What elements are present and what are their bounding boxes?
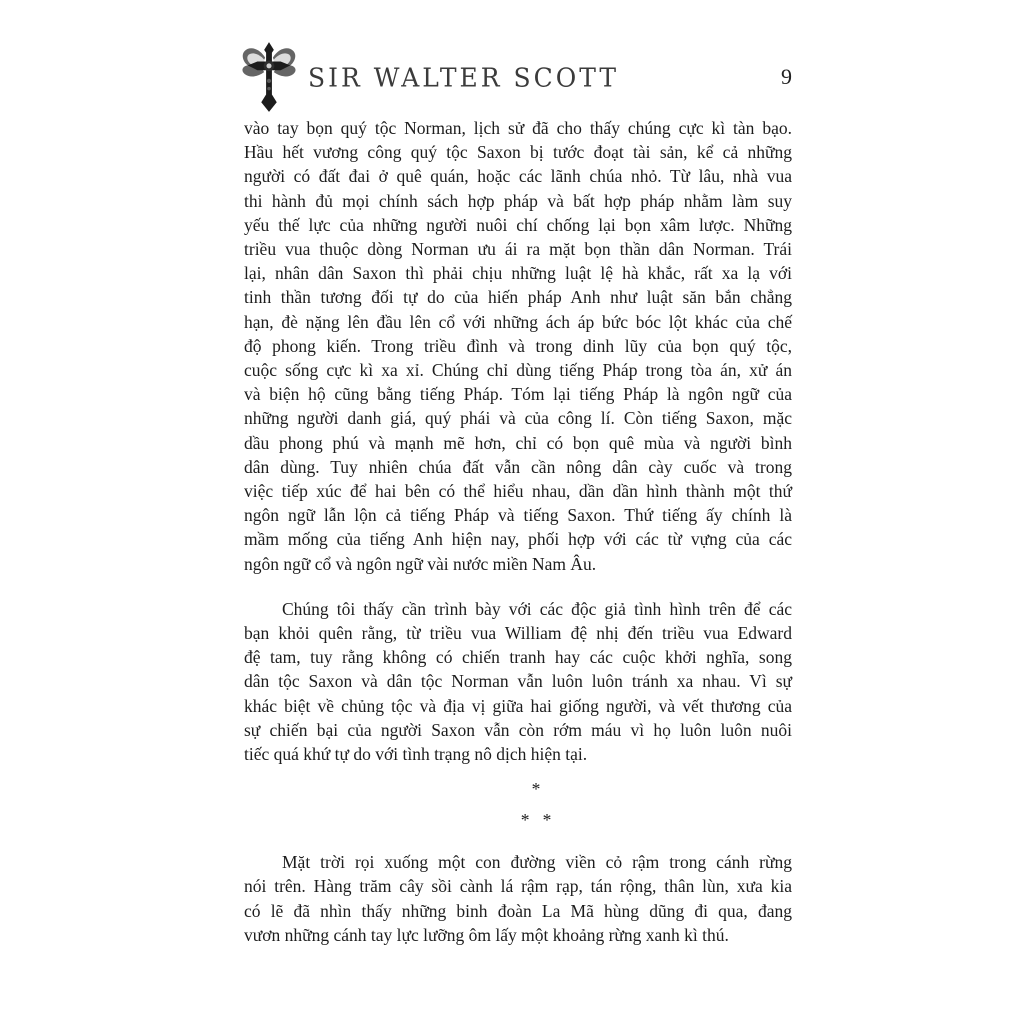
text-line: mầm mống của tiếng Anh hiện nay, phối hợp với các từ vựng của các (244, 529, 792, 550)
text-line: những người danh giá, quý phái và của công lí. Còn tiếng Saxon, mặc (244, 408, 792, 429)
page-number: 9 (781, 64, 792, 89)
running-title: SIR WALTER SCOTT (308, 61, 620, 93)
text-line: Mặt trời rọi xuống một con đường viền cỏ rậm trong cánh rừng (282, 852, 792, 873)
text-line: khác biệt về chủng tộc và địa vị giữa hai giống người, và vết thương của (244, 695, 792, 716)
text-line: yếu thế lực của những người nuôi chí chống lại bọn xâm lược. Những (244, 214, 792, 235)
text-line: sự chiến bại của người Saxon vẫn còn rớm máu vì họ luôn luôn nuôi (244, 719, 792, 740)
text-line: người có đất đai ở quê quán, hoặc các lãnh chúa nhỏ. Từ lâu, nhà vua (244, 166, 792, 187)
text-line: Chúng tôi thấy cần trình bày với các độc giả tình hình trên để các (282, 598, 792, 619)
page-header (238, 40, 794, 114)
text-line: hạn, đè nặng lên đầu lên cổ với những ách áp bức bóc lột khác của chế (244, 311, 792, 332)
text-line: lại, nhân dân Saxon thì phải chịu những luật lệ hà khắc, rất xa lạ với (244, 263, 792, 284)
text-line: có lẽ đã nhìn thấy những binh đoàn La Mã hùng dũng đi qua, đang (244, 900, 792, 921)
text-line: độ phong kiến. Trong triều đình và trong dinh lũy của bọn quý tộc, (244, 335, 792, 356)
text-line: cuộc sống cực kì xa xỉ. Chúng chỉ dùng tiếng Pháp trong tòa án, xử án (244, 360, 792, 381)
paragraph (244, 850, 792, 947)
section-separator (262, 774, 810, 836)
text-block (244, 116, 792, 947)
text-line: ngôn ngữ cổ và ngôn ngữ vài nước miền Nam Âu. (244, 553, 597, 574)
text-line: vươn những cánh tay lực lưỡng ôm lấy một khoảng rừng xanh kì thú. (244, 924, 729, 945)
text-line: dân tộc Saxon và dân tộc Norman vẫn luôn luôn tránh xa nhau. Vì sự (244, 671, 792, 692)
text-line: vào tay bọn quý tộc Norman, lịch sử đã cho thấy chúng cực kì tàn bạo. (244, 118, 792, 138)
asterisk-row: * (531, 779, 541, 800)
text-line: ngôn ngữ lẫn lộn cả tiếng Pháp và tiếng Saxon. Thứ tiếng ấy chính là (244, 505, 792, 526)
text-line: tinh thần tương đối tự do của hiến pháp Anh như luật săn bắn chẳng (244, 287, 792, 308)
text-line: tiếc quá khứ tự do với tình trạng nô dịch hiện tại. (244, 744, 588, 765)
text-line: triều vua thuộc dòng Norman ưu ái ra mặt bọn thần dân Norman. Trái (244, 239, 792, 260)
text-line: dầu phong phú và mạnh mẽ hơn, chỉ có bọn quê mùa và người bình (244, 432, 792, 453)
text-line: bạn khỏi quên rằng, từ triều vua William đệ nhị đến triều vua Edward (244, 623, 792, 644)
text-line: đệ tam, tuy rằng không có chiến tranh hay các cuộc khởi nghĩa, song (244, 647, 792, 668)
text-line: việc tiếp xúc để hai bên có thể hiểu nhau, dần dần hình thành một thứ (244, 481, 792, 502)
text-line: và biện hộ cũng bằng tiếng Pháp. Tóm lại tiếng Pháp là ngôn ngữ của (244, 384, 792, 405)
paragraph (244, 597, 792, 766)
text-line: nói trên. Hàng trăm cây sồi cành lá rậm rạp, tán rộng, thân lùn, xưa kia (244, 876, 792, 897)
text-line: dân dùng. Tuy nhiên chúa đất vẫn cần nông dân cày cuốc và trong (244, 456, 792, 477)
asterisk-row: * * (520, 810, 552, 831)
paragraph (244, 116, 792, 576)
text-line: thi hành đủ mọi chính sách hợp pháp và bất hợp pháp nhằm làm suy (244, 190, 792, 211)
text-line: Hầu hết vương công quý tộc Saxon bị tước đoạt tài sản, kể cả những (244, 142, 792, 163)
gothic-cross-ornament-icon (238, 41, 300, 113)
